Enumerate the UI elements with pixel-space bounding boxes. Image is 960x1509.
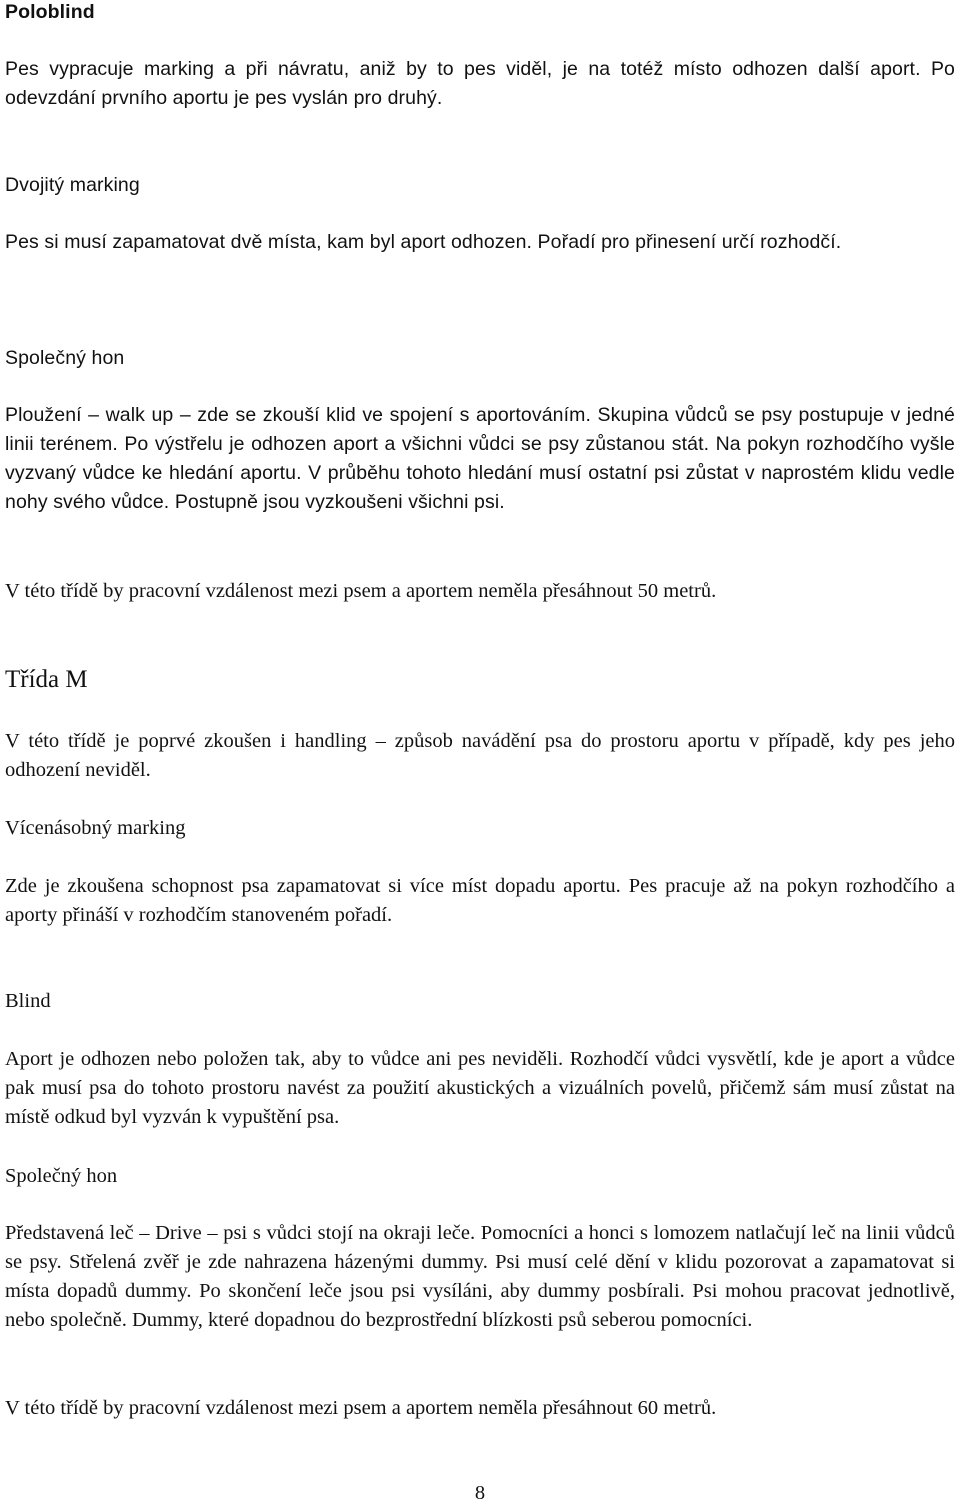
heading-blind: Blind xyxy=(5,990,51,1012)
heading-spolecny-hon-1: Společný hon xyxy=(5,347,125,369)
paragraph-distance-50: V této třídě by pracovní vzdálenost mezi psem a aportem neměla přesáhnout 50 metrů. xyxy=(5,580,717,602)
paragraph-spolecny-hon-1: Ploužení – walk up – zde se zkouší klid ve spojení s aportováním. Skupina vůdců se psy postupuje v jedné linii terénem. Po výstřelu je odhozen aport a všichni vůdci se psy zůstanou stát. Na pokyn rozhodčího vyšle vyzvaný vůdce ke hledání aportu. V průběhu tohoto hledání musí ostatní psi zůstat v naprostém klidu vedle nohy svého vůdce. Postupně jsou vyzkoušeni všichni psi. xyxy=(5,404,955,513)
heading-vicenasobny-marking: Vícenásobný marking xyxy=(5,817,186,839)
paragraph-spolecny-hon-2: Představená leč – Drive – psi s vůdci stojí na okraji leče. Pomocníci a honci s lomozem natlačují leč na linii vůdců se psy. Střelená zvěř je zde nahrazena házenými dummy. Psi musí celé dění v klidu pozorovat a zapamatovat si místa dopadů dummy. Po skončení leče jsou psi vysíláni, aby dummy posbírali. Psi mohou pracovat jednotlivě, nebo společně. Dummy, které dopadnou do bezprostřední blízkosti psů seberou pomocníci. xyxy=(5,1222,955,1331)
paragraph-poloblind: Pes vypracuje marking a při návratu, aniž by to pes viděl, je na totéž místo odhozen další aport. Po odevzdání prvního aportu je pes vyslán pro druhý. xyxy=(5,58,955,109)
paragraph-distance-60: V této třídě by pracovní vzdálenost mezi psem a aportem neměla přesáhnout 60 metrů. xyxy=(5,1397,717,1419)
paragraph-trida-m: V této třídě je poprvé zkoušen i handling – způsob navádění psa do prostoru aportu v případě, kdy pes jeho odhození neviděl. xyxy=(5,730,955,781)
page-number: 8 xyxy=(474,1482,486,1504)
paragraph-dvojity-marking: Pes si musí zapamatovat dvě místa, kam byl aport odhozen. Pořadí pro přinesení určí rozhodčí. xyxy=(5,231,842,253)
heading-trida-m: Třída M xyxy=(5,666,88,693)
heading-poloblind: Poloblind xyxy=(5,1,95,23)
heading-dvojity-marking: Dvojitý marking xyxy=(5,174,140,196)
paragraph-vicenasobny-marking: Zde je zkoušena schopnost psa zapamatovat si více míst dopadu aportu. Pes pracuje až na pokyn rozhodčího a aporty přináší v rozhodčím stanoveném pořadí. xyxy=(5,875,955,926)
heading-spolecny-hon-2: Společný hon xyxy=(5,1165,118,1187)
paragraph-blind: Aport je odhozen nebo položen tak, aby to vůdce ani pes neviděli. Rozhodčí vůdci vysvětlí, kde je aport a vůdce pak musí psa do tohoto prostoru navést za použití akustických a vizuálních povelů, přičemž sám musí zůstat na místě odkud byl vyzván k vypuštění psa. xyxy=(5,1048,955,1128)
